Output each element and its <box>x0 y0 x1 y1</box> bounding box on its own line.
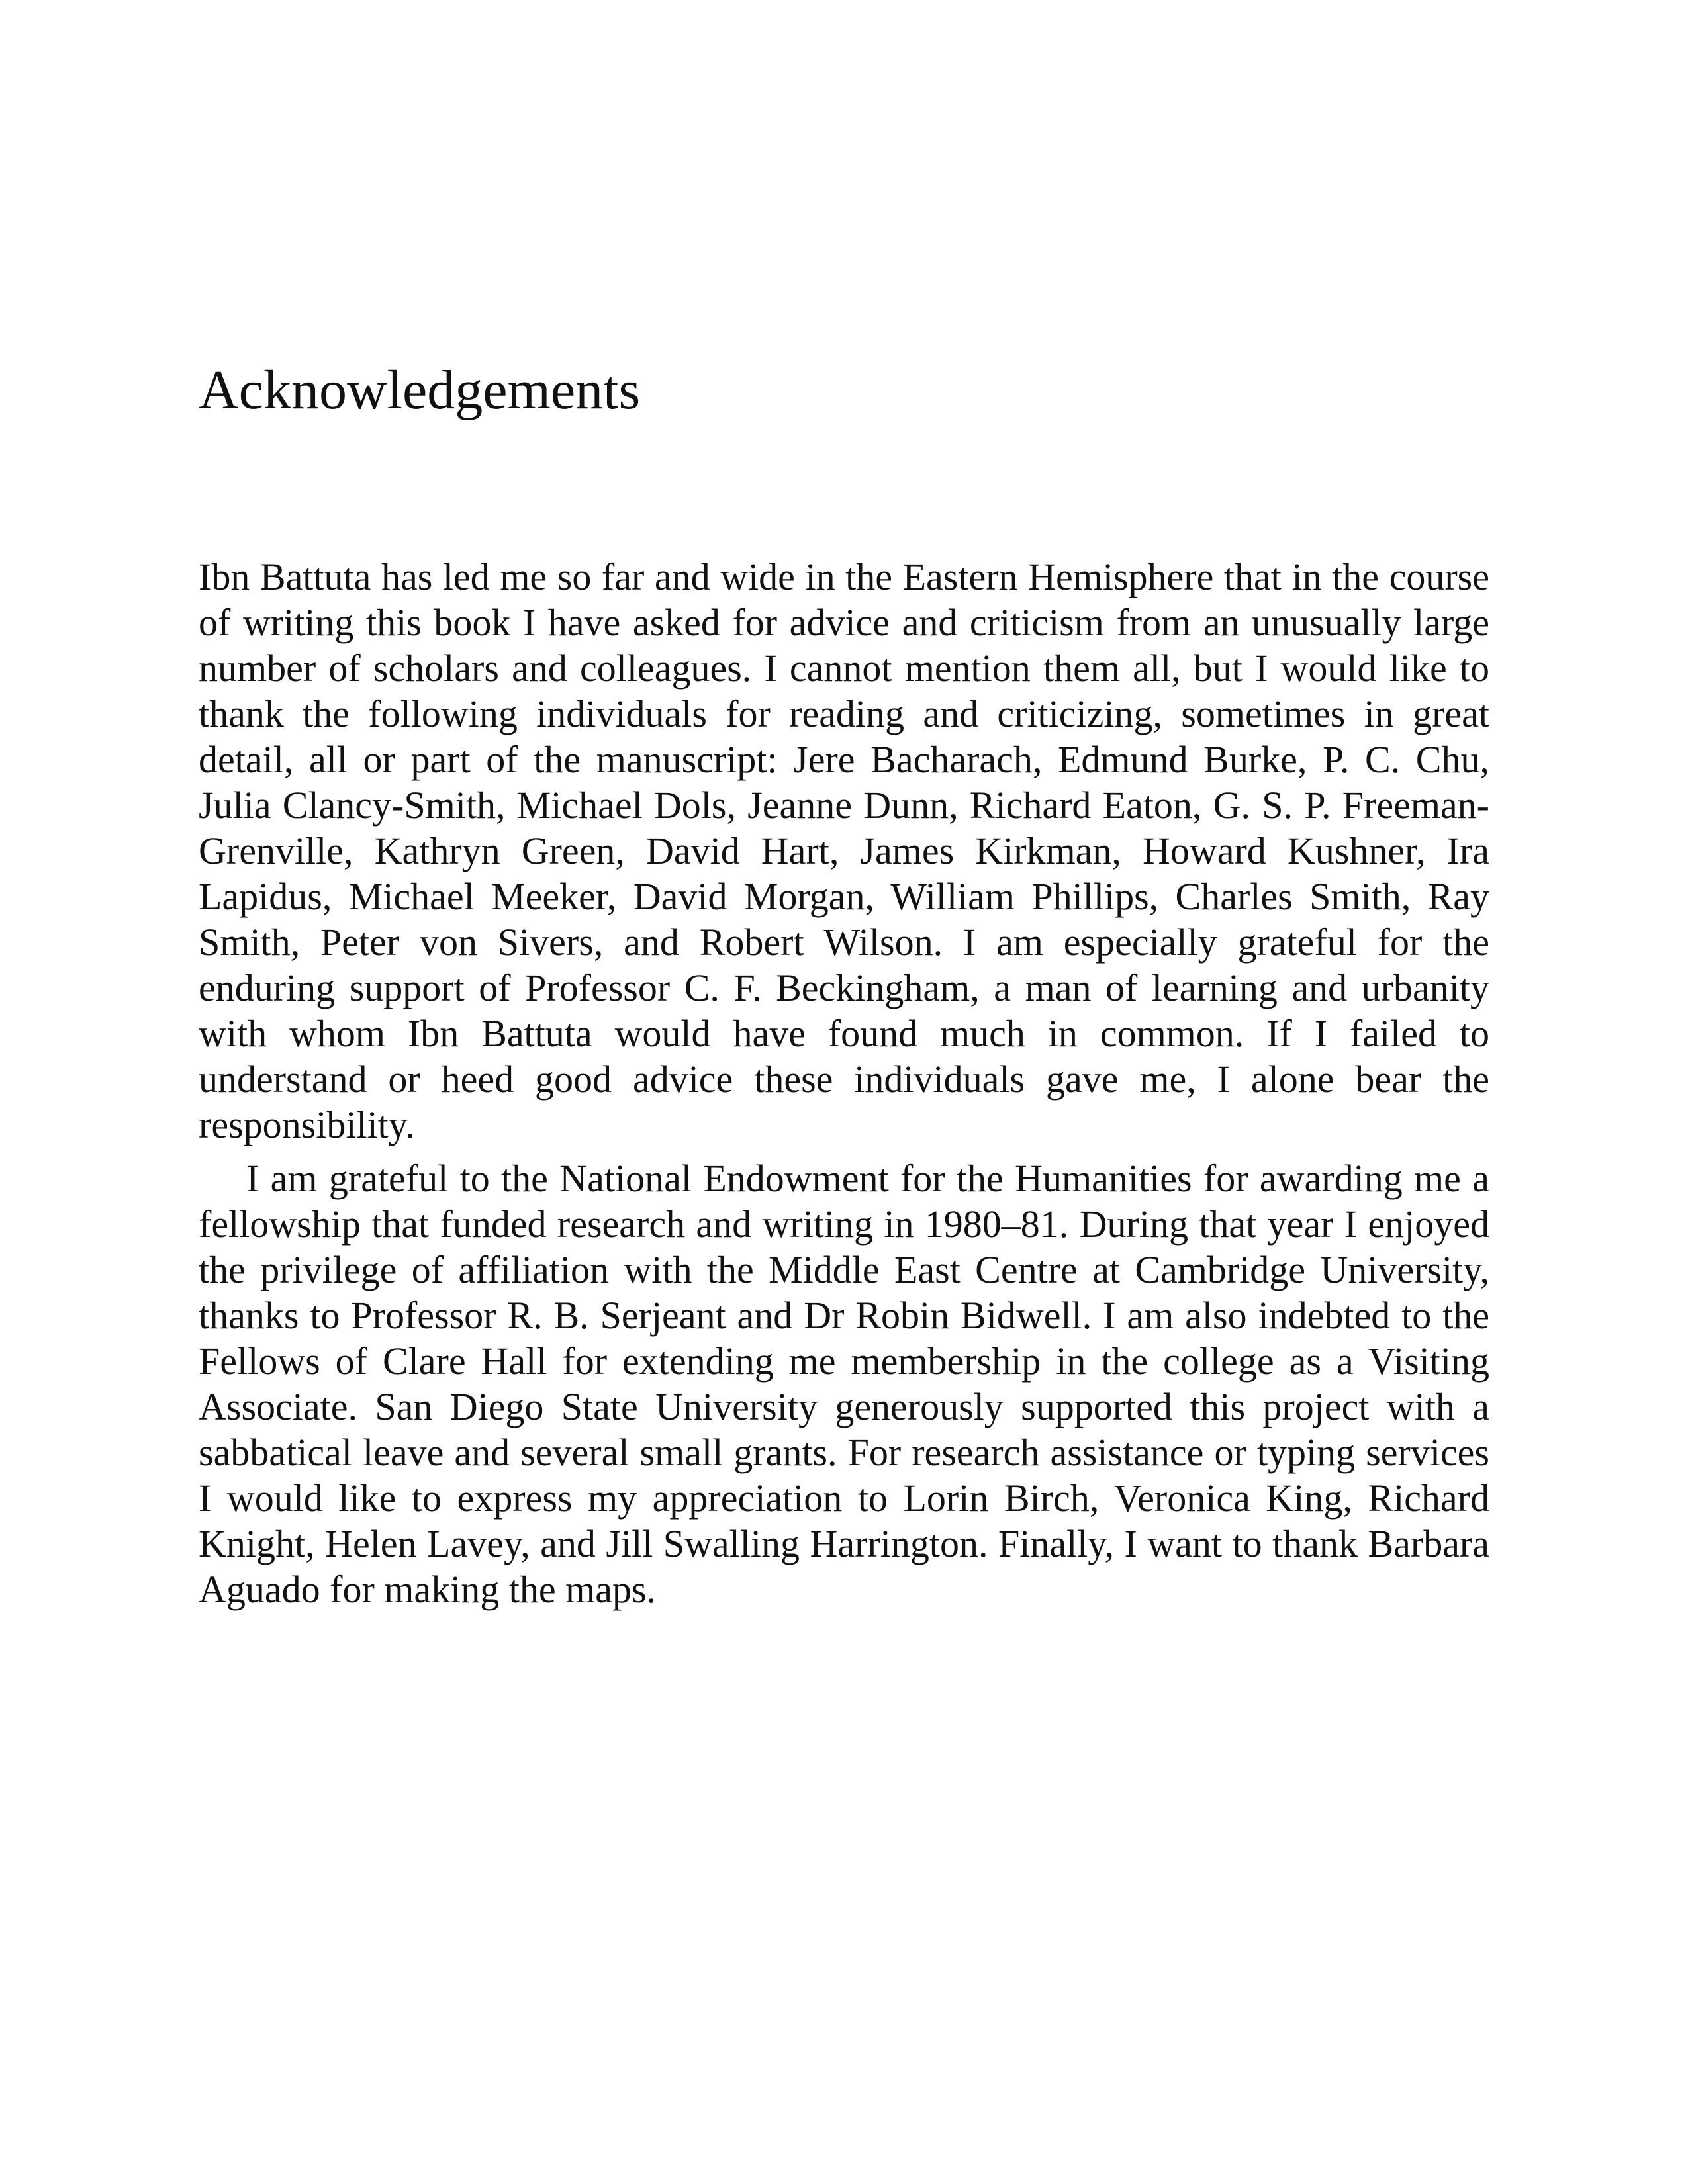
page-title: Acknowledgements <box>199 359 641 421</box>
body-text <box>199 554 1489 1612</box>
paragraph-1: Ibn Battuta has led me so far and wide in the Eastern Hemisphere that in the course of writing this book I have asked for advice and criticism from an unusually large number of scholars and colleagues. I cannot mention them all, but I would like to thank the following individuals for reading and criticizing, sometimes in great detail, all or part of the manuscript: Jere Bacharach, Edmund Burke, P. C. Chu, Julia Clancy-Smith, Michael Dols, Jeanne Dunn, Richard Eaton, G. S. P. Freeman-Grenville, Kathryn Green, David Hart, James Kirkman, Howard Kushner, Ira Lapidus, Michael Meeker, David Morgan, William Phillips, Charles Smith, Ray Smith, Peter von Sivers, and Robert Wilson. I am especially grateful for the enduring support of Professor C. F. Beckingham, a man of learning and urbanity with whom Ibn Battuta would have found much in common. If I failed to understand or heed good advice these individuals gave me, I alone bear the responsibility. <box>199 555 1489 1146</box>
paragraph-2: I am grateful to the National Endowment for the Humanities for awarding me a fellowship that funded research and writing in 1980–81. During that year I enjoyed the privilege of affiliation with the Middle East Centre at Cambridge University, thanks to Professor R. B. Serjeant and Dr Robin Bidwell. I am also indebted to the Fellows of Clare Hall for extending me membership in the college as a Visiting Associate. San Diego State University generously supported this project with a sabbatical leave and several small grants. For research assistance or typing services I would like to express my appreciation to Lorin Birch, Veronica King, Richard Knight, Helen Lavey, and Jill Swalling Harrington. Finally, I want to thank Barbara Aguado for making the maps. <box>199 1157 1489 1611</box>
